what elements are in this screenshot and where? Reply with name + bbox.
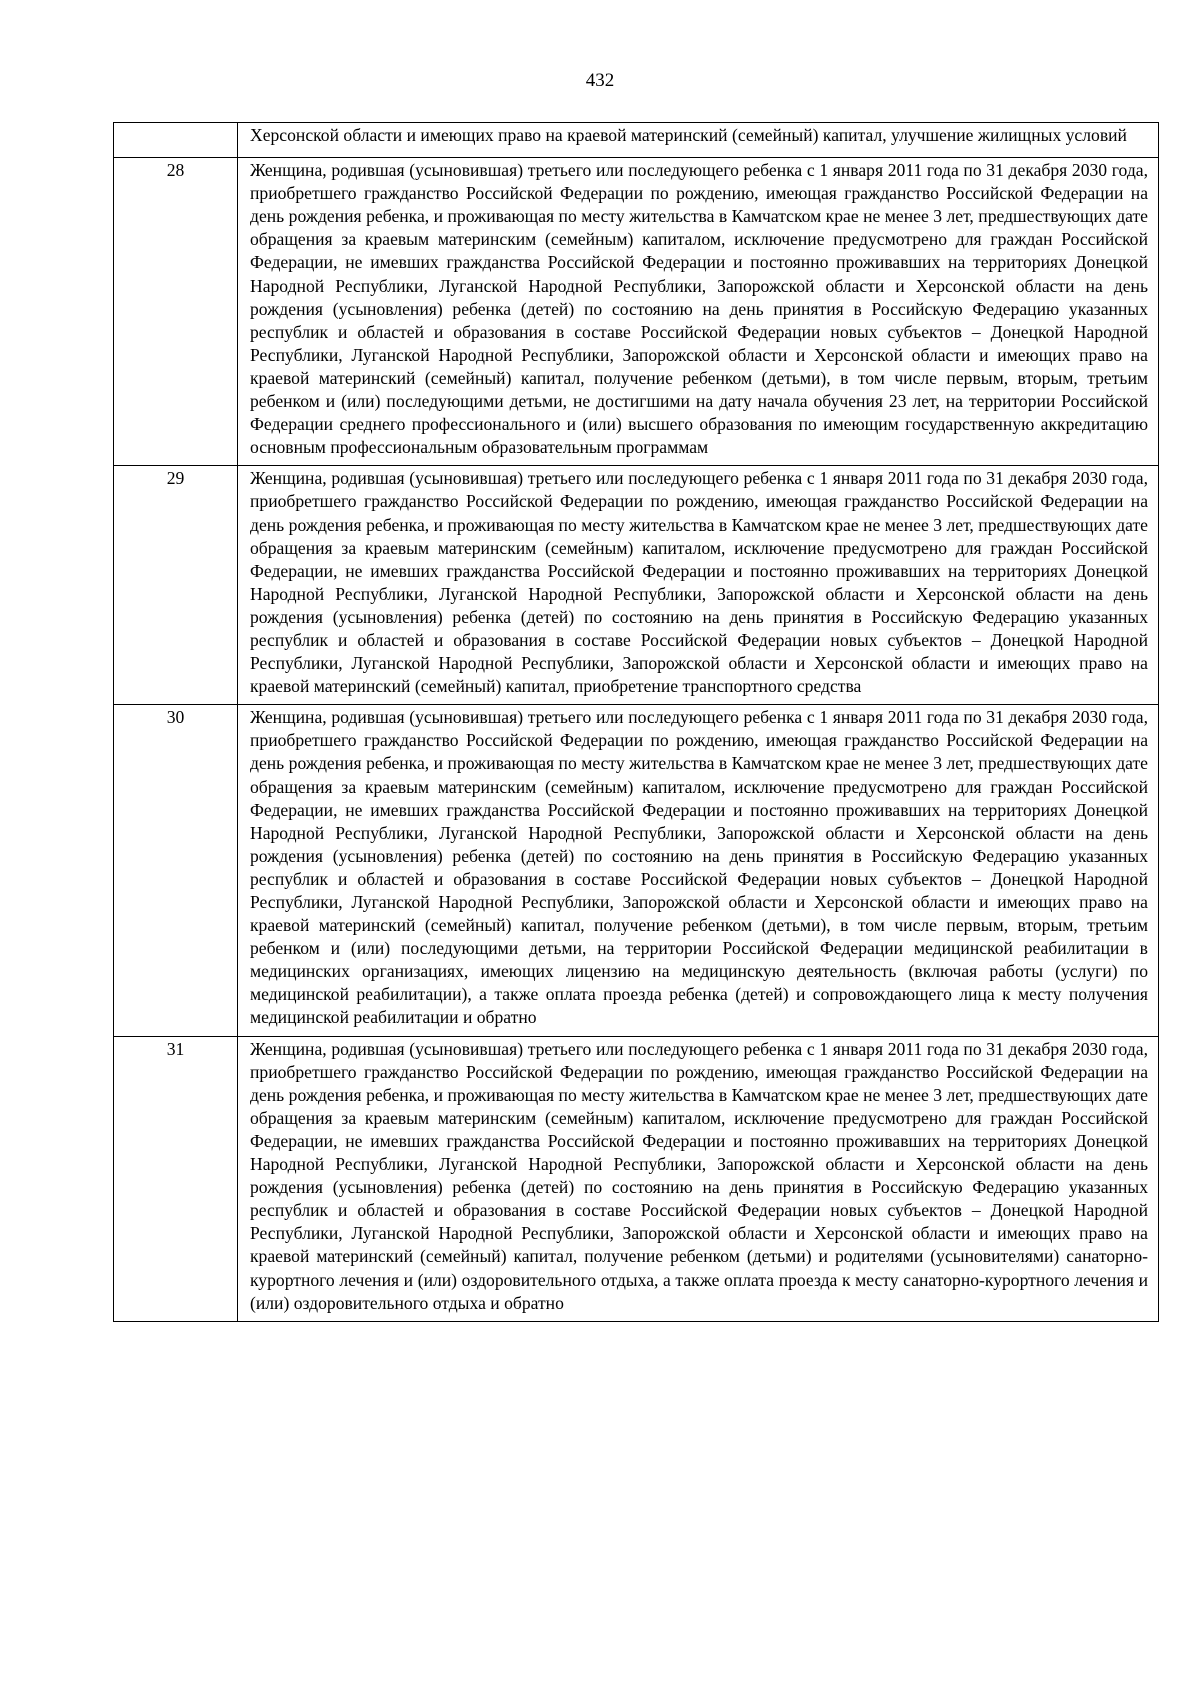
table-row <box>114 705 1159 1036</box>
table-row <box>114 466 1159 705</box>
row-text: Женщина, родившая (усыновившая) третьего или последующего ребенка с 1 января 2011 года по 31 декабря 2030 года, приобретшего гражданство Российской Федерации по рождению, имеющая гражданство Российской Федерации на день рождения ребенка, и проживающая по месту жительства в Камчатском крае не менее 3 лет, предшествующих дате обращения за краевым материнским (семейным) капиталом, исключение предусмотрено для граждан Российской Федерации, не имевших гражданства Российской Федерации и постоянно проживавших на территориях Донецкой Народной Республики, Луганской Народной Республики, Запорожской области и Херсонской области на день рождения (усыновления) ребенка (детей) по состоянию на день принятия в Российскую Федерацию указанных республик и областей и образования в составе Российской Федерации новых субъектов – Донецкой Народной Республики, Луганской Народной Республики, Запорожской области и Херсонской области и имеющих право на краевой материнский (семейный) капитал, получение ребенком (детьми), в том числе первым, вторым, третьим ребенком и (или) последующими детьми, на территории Российской Федерации медицинской реабилитации в медицинских организациях, имеющих лицензию на медицинскую деятельность (включая работы (услуги) по медицинской реабилитации), а также оплата проезда ребенка (детей) и сопровождающего лица к месту получения медицинской реабилитации и обратно <box>238 705 1159 1036</box>
row-number: 29 <box>114 466 238 705</box>
document-table <box>113 122 1159 1322</box>
row-number: 31 <box>114 1036 238 1321</box>
row-number <box>114 123 238 158</box>
table-row <box>114 158 1159 466</box>
table-row <box>114 123 1159 158</box>
page-number: 432 <box>585 70 615 91</box>
table-row <box>114 1036 1159 1321</box>
row-number: 28 <box>114 158 238 466</box>
row-text: Херсонской области и имеющих право на краевой материнский (семейный) капитал, улучшение жилищных условий <box>238 123 1159 158</box>
row-number: 30 <box>114 705 238 1036</box>
row-text: Женщина, родившая (усыновившая) третьего или последующего ребенка с 1 января 2011 года по 31 декабря 2030 года, приобретшего гражданство Российской Федерации по рождению, имеющая гражданство Российской Федерации на день рождения ребенка, и проживающая по месту жительства в Камчатском крае не менее 3 лет, предшествующих дате обращения за краевым материнским (семейным) капиталом, исключение предусмотрено для граждан Российской Федерации, не имевших гражданства Российской Федерации и постоянно проживавших на территориях Донецкой Народной Республики, Луганской Народной Республики, Запорожской области и Херсонской области на день рождения (усыновления) ребенка (детей) по состоянию на день принятия в Российскую Федерацию указанных республик и областей и образования в составе Российской Федерации новых субъектов – Донецкой Народной Республики, Луганской Народной Республики, Запорожской области и Херсонской области и имеющих право на краевой материнский (семейный) капитал, приобретение транспортного средства <box>238 466 1159 705</box>
row-text: Женщина, родившая (усыновившая) третьего или последующего ребенка с 1 января 2011 года по 31 декабря 2030 года, приобретшего гражданство Российской Федерации по рождению, имеющая гражданство Российской Федерации на день рождения ребенка, и проживающая по месту жительства в Камчатском крае не менее 3 лет, предшествующих дате обращения за краевым материнским (семейным) капиталом, исключение предусмотрено для граждан Российской Федерации, не имевших гражданства Российской Федерации и постоянно проживавших на территориях Донецкой Народной Республики, Луганской Народной Республики, Запорожской области и Херсонской области на день рождения (усыновления) ребенка (детей) по состоянию на день принятия в Российскую Федерацию указанных республик и областей и образования в составе Российской Федерации новых субъектов – Донецкой Народной Республики, Луганской Народной Республики, Запорожской области и Херсонской области и имеющих право на краевой материнский (семейный) капитал, получение ребенком (детьми), в том числе первым, вторым, третьим ребенком и (или) последующими детьми, не достигшими на дату начала обучения 23 лет, на территории Российской Федерации среднего профессионального и (или) высшего образования по имеющим государственную аккредитацию основным профессиональным образовательным программам <box>238 158 1159 466</box>
row-text: Женщина, родившая (усыновившая) третьего или последующего ребенка с 1 января 2011 года по 31 декабря 2030 года, приобретшего гражданство Российской Федерации по рождению, имеющая гражданство Российской Федерации на день рождения ребенка, и проживающая по месту жительства в Камчатском крае не менее 3 лет, предшествующих дате обращения за краевым материнским (семейным) капиталом, исключение предусмотрено для граждан Российской Федерации, не имевших гражданства Российской Федерации и постоянно проживавших на территориях Донецкой Народной Республики, Луганской Народной Республики, Запорожской области и Херсонской области на день рождения (усыновления) ребенка (детей) по состоянию на день принятия в Российскую Федерацию указанных республик и областей и образования в составе Российской Федерации новых субъектов – Донецкой Народной Республики, Луганской Народной Республики, Запорожской области и Херсонской области и имеющих право на краевой материнский (семейный) капитал, получение ребенком (детьми) и родителями (усыновителями) санаторно-курортного лечения и (или) оздоровительного отдыха, а также оплата проезда к месту санаторно-курортного лечения и (или) оздоровительного отдыха и обратно <box>238 1036 1159 1321</box>
